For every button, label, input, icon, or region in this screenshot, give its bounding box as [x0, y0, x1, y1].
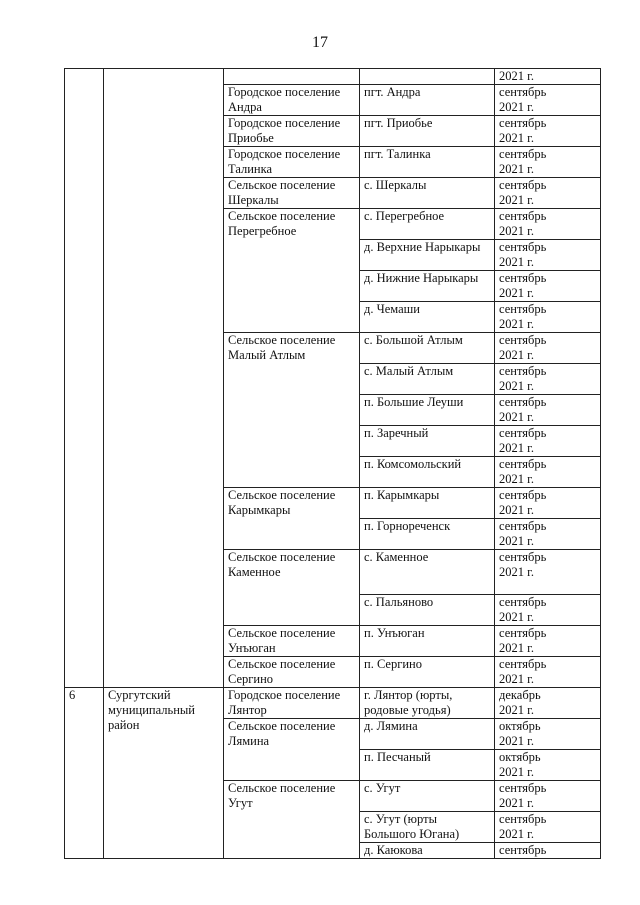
- settlement-cell: [224, 333, 360, 488]
- date-month: сентябрь: [499, 333, 547, 347]
- date-month: сентябрь: [499, 271, 547, 285]
- locality-name: п. Большие Леуши: [364, 395, 464, 409]
- date-year: 2021 г.: [499, 534, 534, 548]
- date-month: сентябрь: [499, 178, 547, 192]
- date-year: 2021 г.: [499, 734, 534, 748]
- date-year: 2021 г.: [499, 472, 534, 486]
- date-month: сентябрь: [499, 395, 547, 409]
- date-cell: [495, 271, 601, 302]
- date-year: 2021 г.: [499, 703, 534, 717]
- settlement-cell: [224, 488, 360, 550]
- locality-cell: [360, 488, 495, 519]
- date-month: сентябрь: [499, 519, 547, 533]
- locality-name: с. Малый Атлым: [364, 364, 454, 378]
- locality-cell: [360, 750, 495, 781]
- settlement-name: Лямина: [228, 734, 270, 748]
- locality-name: п. Горнореченск: [364, 519, 451, 533]
- date-year: 2021 г.: [499, 317, 534, 331]
- date-year: 2021 г.: [499, 441, 534, 455]
- date-year: 2021 г.: [499, 100, 534, 114]
- settlement-type: Городское поселение: [228, 85, 341, 99]
- date-cell: [495, 395, 601, 426]
- district-name-line: район: [108, 718, 140, 732]
- date-year: 2021 г.: [499, 255, 534, 269]
- settlement-type: Сельское поселение: [228, 488, 336, 502]
- date-cell: [495, 688, 601, 719]
- date-cell: [495, 302, 601, 333]
- date-month: сентябрь: [499, 364, 547, 378]
- locality-name: с. Угут (юрты: [364, 812, 437, 826]
- date-year: 2021 г.: [499, 672, 534, 686]
- settlement-name: Талинка: [228, 162, 273, 176]
- date-year: 2021 г.: [499, 348, 534, 362]
- date-month: сентябрь: [499, 457, 547, 471]
- date-year: 2021 г.: [499, 379, 534, 393]
- locality-name: п. Карымкары: [364, 488, 440, 502]
- date-month: сентябрь: [499, 116, 547, 130]
- date-month: сентябрь: [499, 85, 547, 99]
- date-month: сентябрь: [499, 595, 547, 609]
- settlement-name: Перегребное: [228, 224, 297, 238]
- settlement-cell: [224, 550, 360, 626]
- locality-cell: [360, 550, 495, 595]
- locality-cell: [360, 781, 495, 812]
- district-cell: [104, 688, 224, 859]
- locality-name: с. Шеркалы: [364, 178, 427, 192]
- locality-cell: [360, 116, 495, 147]
- locality-cell: [360, 657, 495, 688]
- locality-cell: [360, 719, 495, 750]
- locality-name: г. Лянтор (юрты,: [364, 688, 453, 702]
- locality-name: п. Унъюган: [364, 626, 425, 640]
- date-month: октябрь: [499, 719, 541, 733]
- date-year: 2021 г.: [499, 827, 534, 841]
- date-month: сентябрь: [499, 550, 547, 564]
- date-month: сентябрь: [499, 209, 547, 223]
- district-name-line: Сургутский: [108, 688, 171, 702]
- locality-cell: [360, 688, 495, 719]
- settlement-cell: [224, 781, 360, 859]
- locality-name: д. Чемаши: [364, 302, 420, 316]
- date-year: 2021 г.: [499, 286, 534, 300]
- settlement-type: Сельское поселение: [228, 333, 336, 347]
- date-year: 2021 г.: [499, 796, 534, 810]
- number-cell: [65, 688, 104, 859]
- date-cell: [495, 116, 601, 147]
- date-month: сентябрь: [499, 657, 547, 671]
- date-month: сентябрь: [499, 626, 547, 640]
- locality-cell: [360, 240, 495, 271]
- settlement-type: Сельское поселение: [228, 781, 336, 795]
- date-month: сентябрь: [499, 843, 547, 857]
- locality-cell: [360, 178, 495, 209]
- date-year: 2021 г.: [499, 69, 534, 83]
- locality-cell: [360, 333, 495, 364]
- settlement-cell: [224, 657, 360, 688]
- date-cell: [495, 781, 601, 812]
- settlement-type: Сельское поселение: [228, 657, 336, 671]
- date-year: 2021 г.: [499, 410, 534, 424]
- settlement-cell: [224, 688, 360, 719]
- date-month: сентябрь: [499, 147, 547, 161]
- settlement-cell: [224, 209, 360, 333]
- date-cell: [495, 488, 601, 519]
- settlement-name: Каменное: [228, 565, 281, 579]
- date-cell: [495, 519, 601, 550]
- settlement-name: Малый Атлым: [228, 348, 306, 362]
- locality-name: с. Большой Атлым: [364, 333, 463, 347]
- row-number: 6: [69, 688, 76, 702]
- date-cell: [495, 812, 601, 843]
- date-cell: [495, 750, 601, 781]
- locality-cell: [360, 395, 495, 426]
- page-number: 17: [312, 34, 328, 51]
- locality-cell: [360, 364, 495, 395]
- district-name-line: муниципальный: [108, 703, 195, 717]
- locality-name: пгт. Приобье: [364, 116, 433, 130]
- settlement-type: Городское поселение: [228, 688, 341, 702]
- date-month: сентябрь: [499, 302, 547, 316]
- settlement-name: Унъюган: [228, 641, 276, 655]
- locality-name: д. Лямина: [364, 719, 418, 733]
- date-year: 2021 г.: [499, 503, 534, 517]
- date-cell: [495, 85, 601, 116]
- locality-name: п. Сергино: [364, 657, 422, 671]
- locality-cell: [360, 843, 495, 859]
- settlement-type: Сельское поселение: [228, 550, 336, 564]
- date-cell: [495, 209, 601, 240]
- locality-cell: [360, 209, 495, 240]
- district-cell: [104, 69, 224, 688]
- locality-cell: [360, 302, 495, 333]
- date-month: сентябрь: [499, 426, 547, 440]
- date-month: сентябрь: [499, 781, 547, 795]
- locality-name: с. Перегребное: [364, 209, 445, 223]
- locality-cell: [360, 519, 495, 550]
- locality-name: пгт. Талинка: [364, 147, 431, 161]
- date-cell: [495, 550, 601, 595]
- settlement-name: Андра: [228, 100, 262, 114]
- date-month: сентябрь: [499, 240, 547, 254]
- locality-name: п. Комсомольский: [364, 457, 462, 471]
- settlement-name: Лянтор: [228, 703, 267, 717]
- date-year: 2021 г.: [499, 765, 534, 779]
- settlement-name: Угут: [228, 796, 253, 810]
- date-year: 2021 г.: [499, 162, 534, 176]
- date-cell: [495, 364, 601, 395]
- date-month: сентябрь: [499, 812, 547, 826]
- locality-name: д. Каюкова: [364, 843, 423, 857]
- locality-name: с. Каменное: [364, 550, 429, 564]
- locality-name: с. Угут: [364, 781, 401, 795]
- locality-cell: [360, 812, 495, 843]
- settlement-type: Сельское поселение: [228, 719, 336, 733]
- settlement-name: Шеркалы: [228, 193, 279, 207]
- table-row: [65, 69, 601, 85]
- settlement-type: Сельское поселение: [228, 209, 336, 223]
- locality-name: п. Песчаный: [364, 750, 431, 764]
- settlement-type: Городское поселение: [228, 116, 341, 130]
- settlement-type: Сельское поселение: [228, 178, 336, 192]
- settlement-cell: [224, 69, 360, 85]
- date-month: декабрь: [499, 688, 541, 702]
- date-cell: [495, 240, 601, 271]
- locality-cell: [360, 426, 495, 457]
- settlement-cell: [224, 147, 360, 178]
- settlement-name: Карымкары: [228, 503, 291, 517]
- settlement-cell: [224, 178, 360, 209]
- locality-cell: [360, 595, 495, 626]
- date-cell: [495, 69, 601, 85]
- date-year: 2021 г.: [499, 641, 534, 655]
- date-cell: [495, 333, 601, 364]
- settlement-name: Сергино: [228, 672, 274, 686]
- locality-name-cont: родовые угодья): [364, 703, 451, 717]
- settlement-cell: [224, 116, 360, 147]
- date-cell: [495, 595, 601, 626]
- date-year: 2021 г.: [499, 565, 534, 579]
- locality-name: пгт. Андра: [364, 85, 421, 99]
- settlement-cell: [224, 85, 360, 116]
- locality-name: с. Пальяново: [364, 595, 434, 609]
- locality-name: д. Нижние Нарыкары: [364, 271, 479, 285]
- locality-cell: [360, 85, 495, 116]
- settlement-cell: [224, 719, 360, 781]
- settlement-cell: [224, 626, 360, 657]
- settlement-type: Городское поселение: [228, 147, 341, 161]
- date-year: 2021 г.: [499, 610, 534, 624]
- date-year: 2021 г.: [499, 131, 534, 145]
- date-cell: [495, 426, 601, 457]
- locality-name-cont: Большого Югана): [364, 827, 460, 841]
- date-year: 2021 г.: [499, 193, 534, 207]
- locality-cell: [360, 626, 495, 657]
- settlement-type: Сельское поселение: [228, 626, 336, 640]
- number-cell: [65, 69, 104, 688]
- date-cell: [495, 457, 601, 488]
- date-cell: [495, 719, 601, 750]
- settlement-name: Приобье: [228, 131, 274, 145]
- locality-cell: [360, 147, 495, 178]
- locality-cell: [360, 69, 495, 85]
- date-month: октябрь: [499, 750, 541, 764]
- date-cell: [495, 626, 601, 657]
- date-cell: [495, 178, 601, 209]
- locality-cell: [360, 457, 495, 488]
- date-cell: [495, 843, 601, 859]
- locality-name: д. Верхние Нарыкары: [364, 240, 481, 254]
- date-year: 2021 г.: [499, 224, 534, 238]
- locality-name: п. Заречный: [364, 426, 429, 440]
- date-cell: [495, 147, 601, 178]
- date-cell: [495, 657, 601, 688]
- locality-cell: [360, 271, 495, 302]
- table-row: [65, 688, 601, 719]
- schedule-table: [64, 68, 601, 859]
- date-month: сентябрь: [499, 488, 547, 502]
